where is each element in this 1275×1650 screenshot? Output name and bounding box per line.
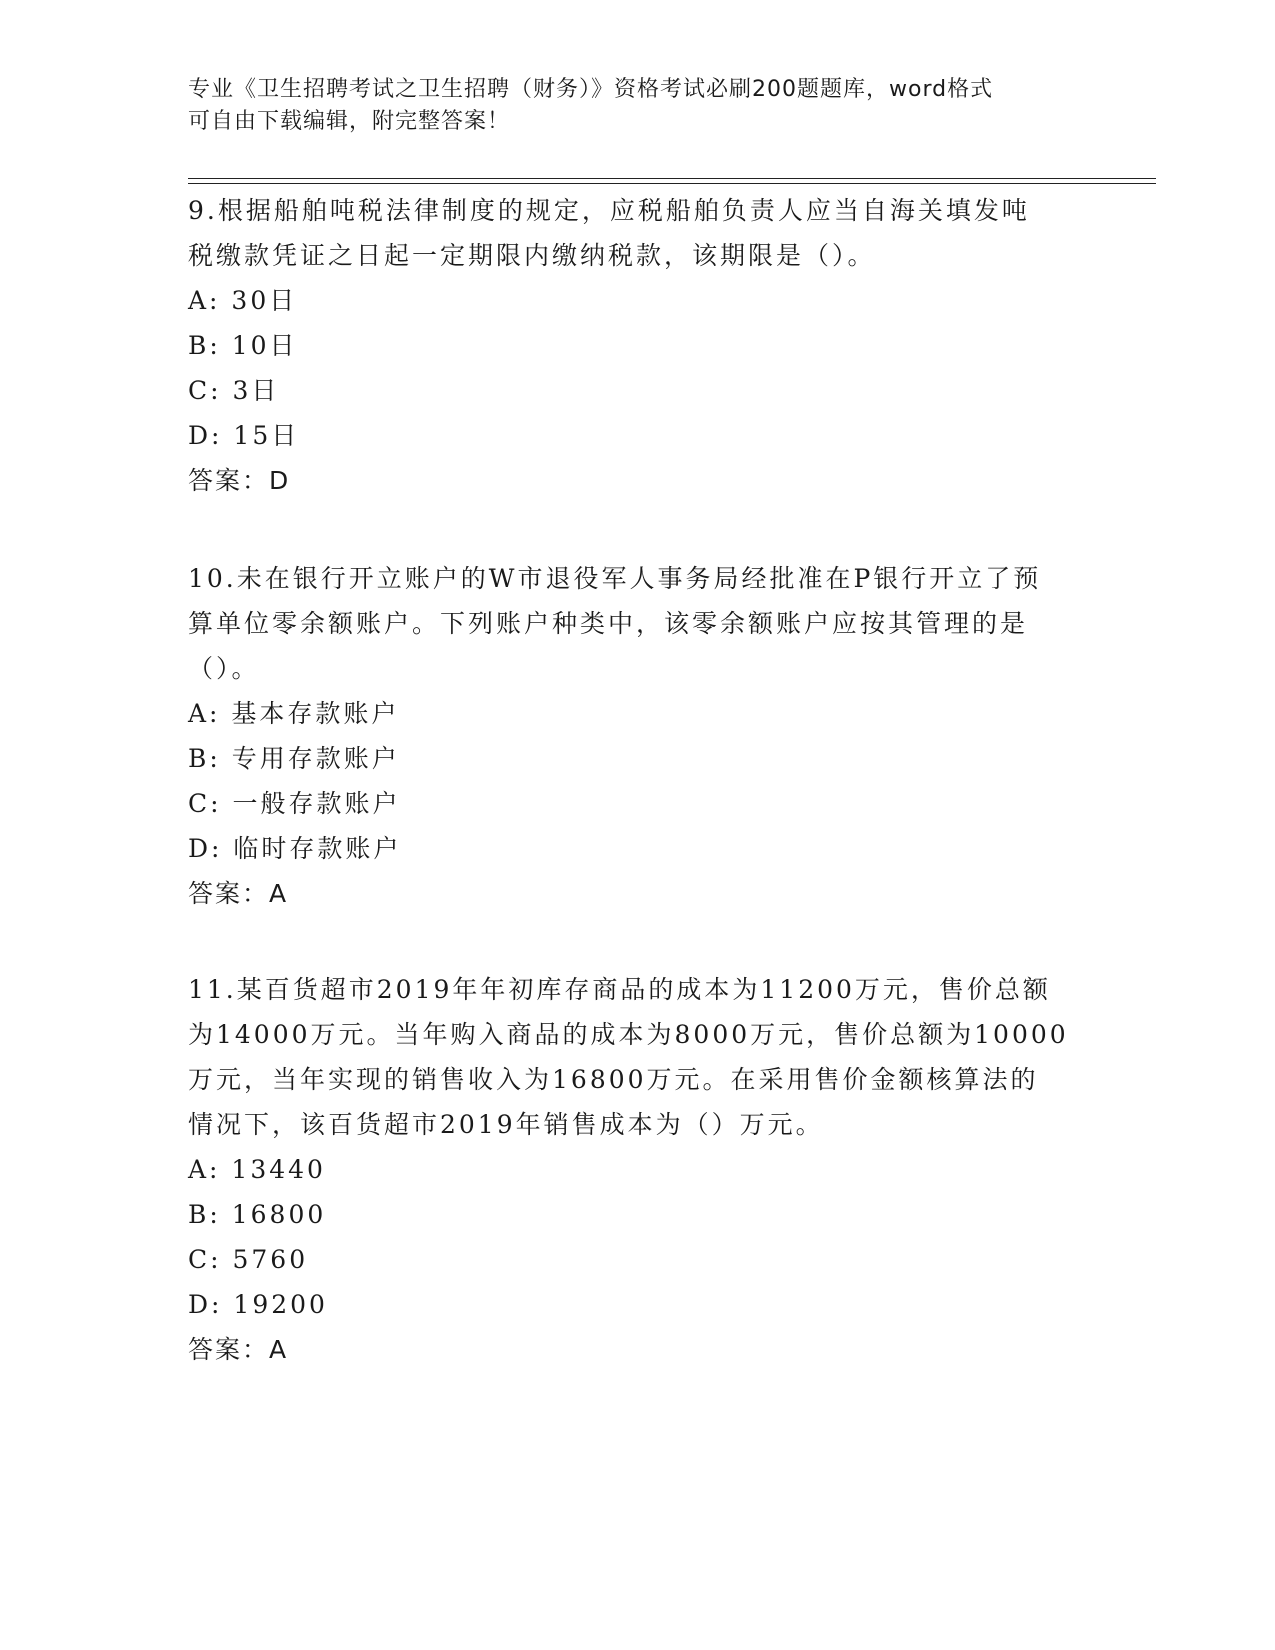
option-d: D: 19200 xyxy=(188,1290,328,1319)
option-a: A: 13440 xyxy=(188,1155,326,1184)
option-b: B: 10日 xyxy=(188,331,298,360)
question-stem-line: 万元，当年实现的销售收入为16800万元。在采用售价金额核算法的 xyxy=(188,1065,1039,1094)
option-b: B: 专用存款账户 xyxy=(188,744,400,773)
option-a: A: 30日 xyxy=(188,286,298,315)
header-line-2: 可自由下载编辑，附完整答案！ xyxy=(188,109,511,134)
option-c: C: 5760 xyxy=(188,1245,309,1274)
header-divider-top xyxy=(188,178,1156,179)
option-b: B: 16800 xyxy=(188,1200,327,1229)
question-stem-line: 为14000万元。当年购入商品的成本为8000万元，售价总额为10000 xyxy=(188,1020,1069,1049)
question-stem-line: 11.某百货超市2019年年初库存商品的成本为11200万元，售价总额 xyxy=(188,975,1051,1004)
header-divider-bottom xyxy=(188,183,1156,184)
question-stem-line: （）。 xyxy=(188,654,260,683)
option-c: C: 3日 xyxy=(188,376,280,405)
answer: 答案：A xyxy=(188,1335,289,1364)
question-stem-line: 9.根据船舶吨税法律制度的规定，应税船舶负责人应当自海关填发吨 xyxy=(188,196,1030,225)
answer: 答案：D xyxy=(188,466,291,495)
option-a: A: 基本存款账户 xyxy=(188,699,400,728)
question-11 xyxy=(188,967,1088,1372)
document-header xyxy=(188,74,1088,138)
question-stem-line: 情况下，该百货超市2019年销售成本为（）万元。 xyxy=(188,1110,824,1139)
question-9 xyxy=(188,188,1088,503)
question-10 xyxy=(188,556,1088,916)
question-stem-line: 10.未在银行开立账户的W市退役军人事务局经批准在P银行开立了预 xyxy=(188,564,1042,593)
question-stem-line: 税缴款凭证之日起一定期限内缴纳税款，该期限是（）。 xyxy=(188,241,876,270)
option-d: D: 15日 xyxy=(188,421,300,450)
option-d: D: 临时存款账户 xyxy=(188,834,402,863)
header-line-1: 专业《卫生招聘考试之卫生招聘（财务）》资格考试必刷200题题库，word格式 xyxy=(188,77,994,102)
answer: 答案：A xyxy=(188,879,289,908)
question-stem-line: 算单位零余额账户。下列账户种类中，该零余额账户应按其管理的是 xyxy=(188,609,1029,638)
option-c: C: 一般存款账户 xyxy=(188,789,401,818)
